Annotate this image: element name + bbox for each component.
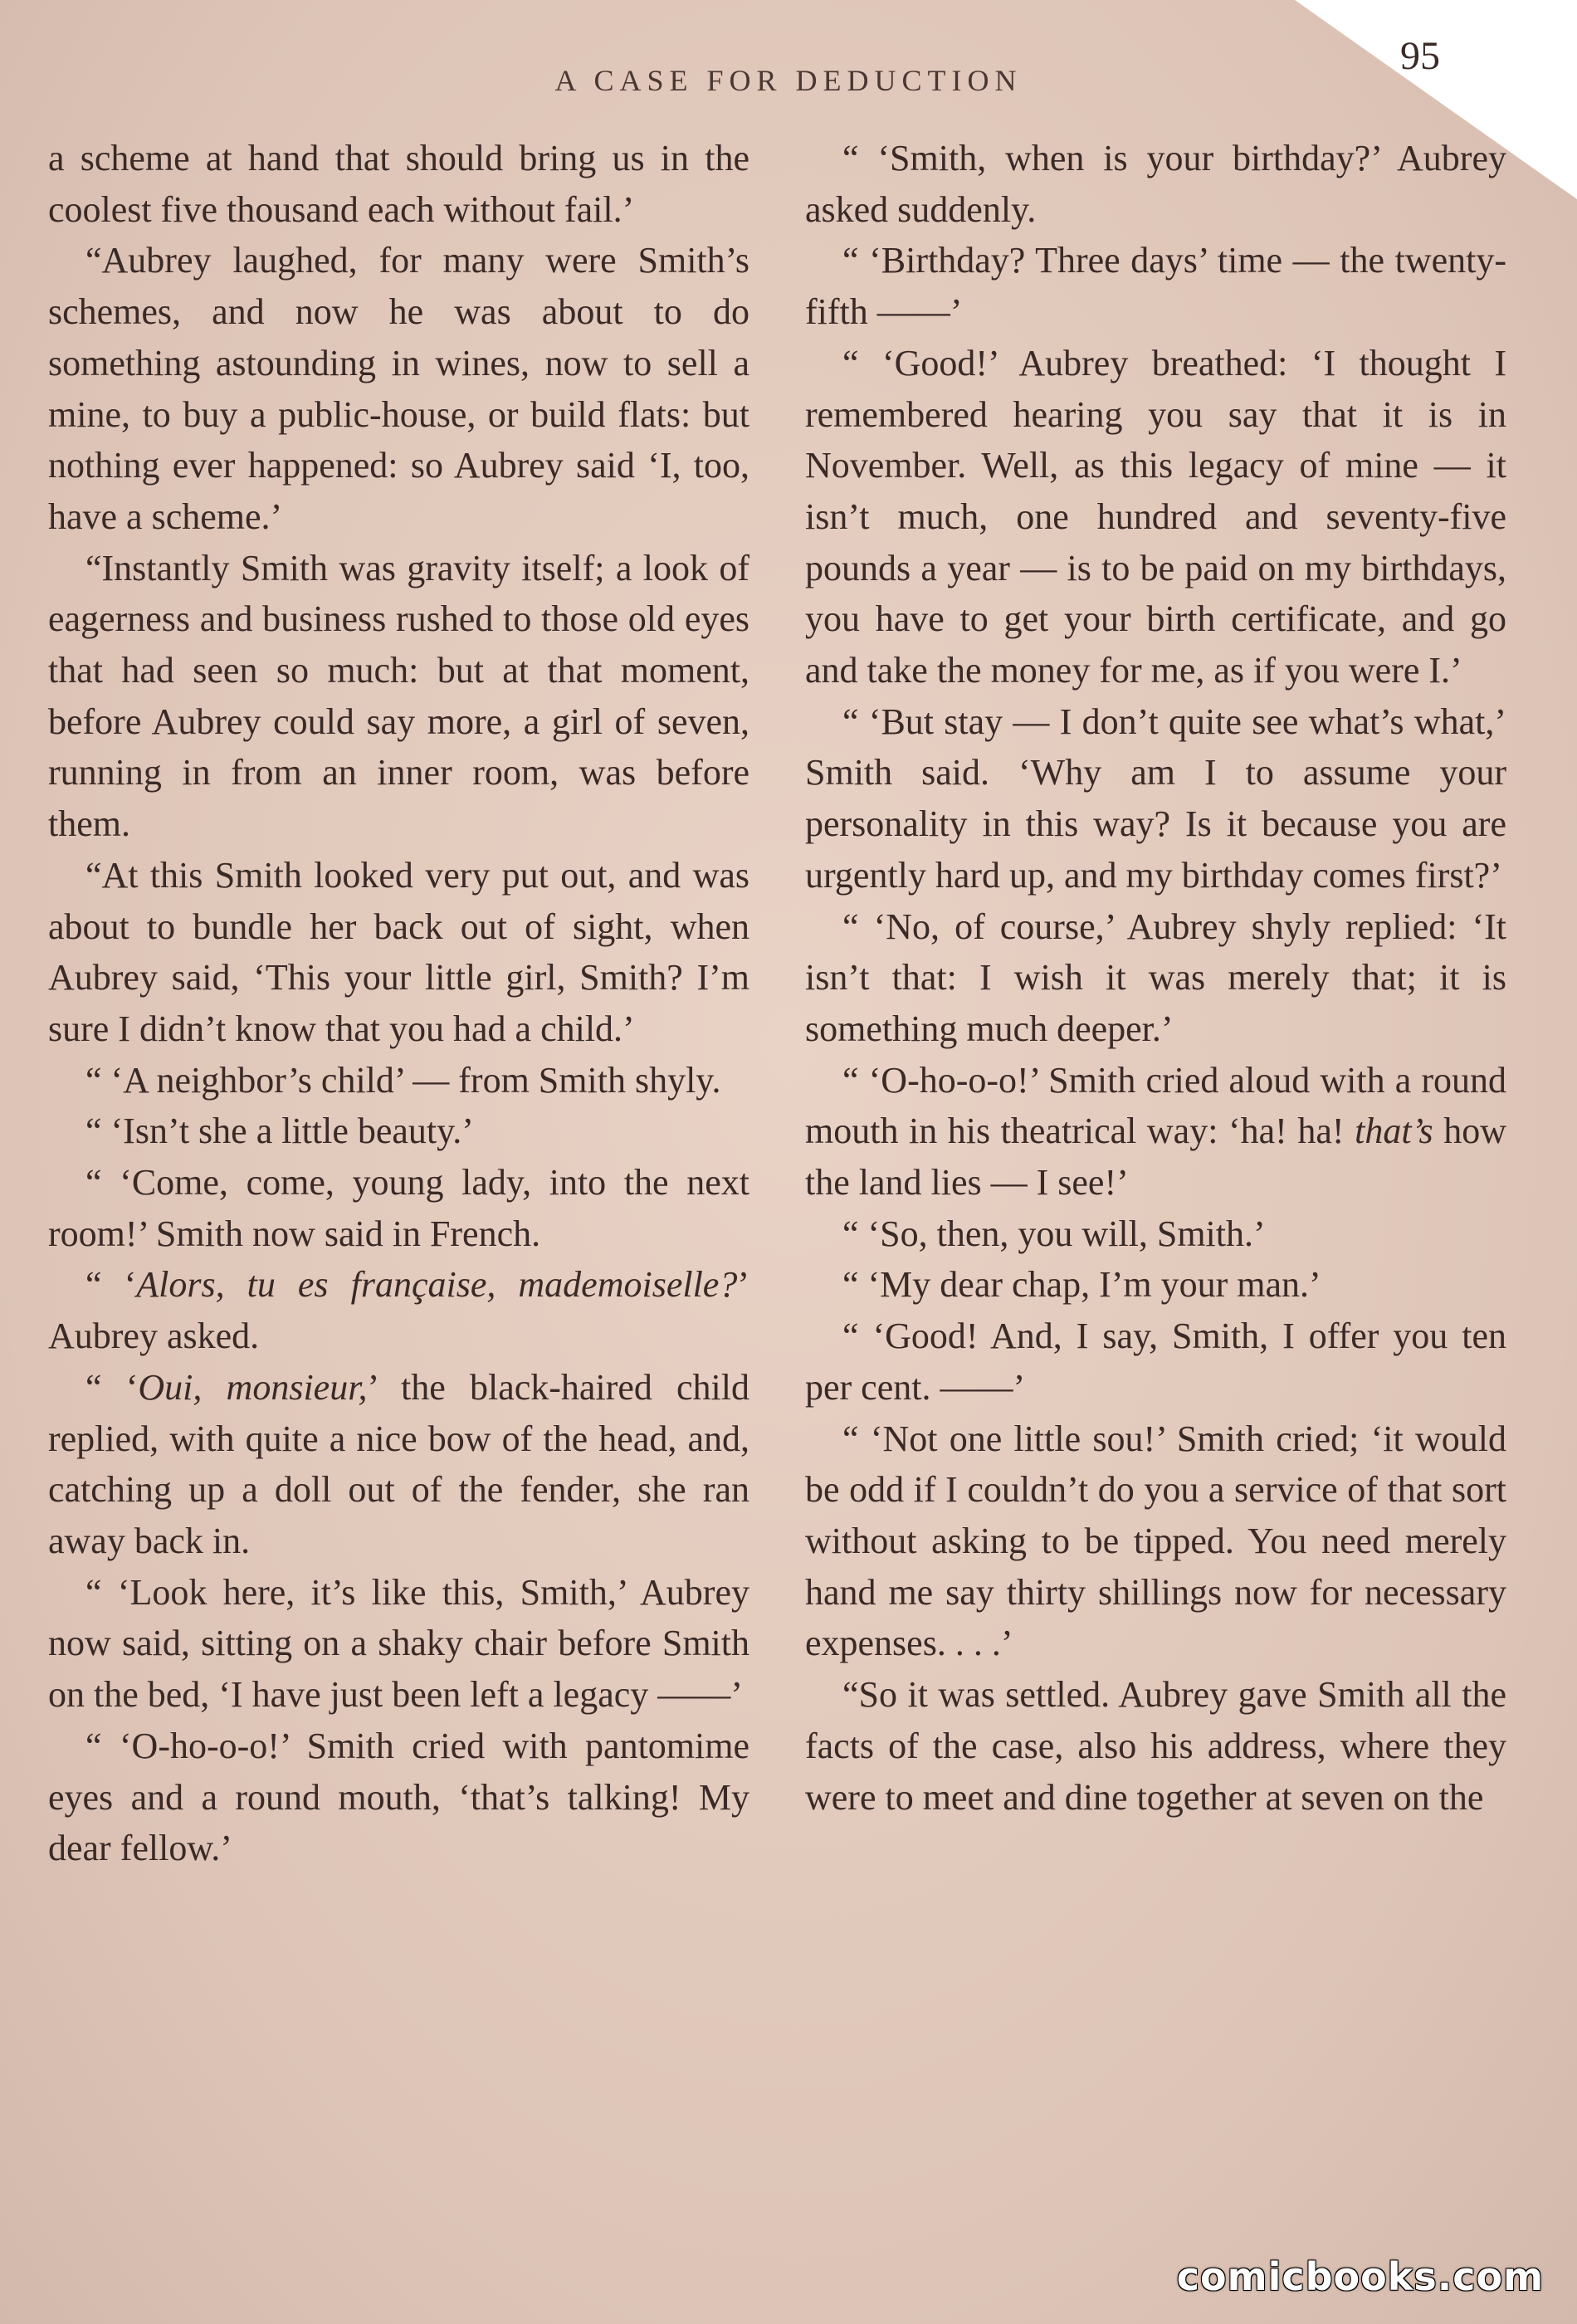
italic-text: that’s — [1355, 1111, 1433, 1152]
text-run: how the land lies — I see!’ — [805, 1111, 1506, 1204]
right-column — [805, 133, 1506, 1823]
paragraph — [48, 1259, 749, 1361]
paragraph: “ ‘Isn’t she a little beauty.’ — [85, 1111, 474, 1152]
paragraph: “ ‘No, of course,’ Aubrey shyly replied: ‘It isn’t that: I wish it was merely that; it is something much deeper.’ — [805, 906, 1506, 1049]
paragraph: “At this Smith looked very put out, and was about to bundle her back out of sight, when Aubrey said, ‘This your little girl, Smith? I’m sure I didn’t know that you had a child.’ — [48, 854, 749, 1049]
paragraph: “ ‘Birthday? Three days’ time — the twenty-fifth ——’ — [805, 240, 1506, 333]
paragraph: “ ‘Good!’ Aubrey breathed: ‘I thought I remembered hearing you say that it is in November. Well, as this legacy of mine — it isn’t much, one hundred and seventy-five pounds a year — is to be paid on my birthdays, you have to get your birth certificate, and go and take the money for me, as if you were I.’ — [805, 342, 1506, 691]
paragraph: “ ‘But stay — I don’t quite see what’s what,’ Smith said. ‘Why am I to assume your personality in this way? Is it because you are urgently hard up, and my birthday comes first?’ — [805, 701, 1506, 896]
paragraph — [805, 1055, 1506, 1208]
page-number: 95 — [1400, 34, 1440, 78]
italic-text: Alors, tu es française, mademoiselle? — [136, 1264, 738, 1306]
paragraph: “ ‘Good! And, I say, Smith, I offer you ten per cent. ——’ — [805, 1316, 1506, 1408]
paragraph: “Aubrey laughed, for many were Smith’s schemes, and now he was about to do something astounding in wines, now to sell a mine, to buy a public-house, or build flats: but nothing ever happened: so Aubrey said ‘I, too, have a scheme.’ — [48, 240, 749, 537]
paragraph: “So it was settled. Aubrey gave Smith all the facts of the case, also his address, where they were to meet and dine together at seven on the — [805, 1674, 1506, 1818]
running-title: A CASE FOR DEDUCTION — [554, 64, 1023, 97]
text-run: “ ‘ — [85, 1264, 137, 1306]
paragraph: “ ‘So, then, you will, Smith.’ — [842, 1213, 1266, 1254]
paragraph: “ ‘Come, come, young lady, into the next room!’ Smith now said in French. — [48, 1162, 749, 1254]
paragraph: a scheme at hand that should bring us in the coolest five thousand each without fail.’ — [48, 138, 749, 230]
text-run: ’ the black-haired child replied, with quite a nice bow of the head, and, catching up a doll out of the fender, she ran away back in. — [48, 1366, 750, 1561]
paragraph: “ ‘Not one little sou!’ Smith cried; ‘it would be odd if I couldn’t do you a service of that sort without asking to be tipped. You need merely hand me say thirty shillings now for necessary expenses. . . .’ — [805, 1418, 1506, 1664]
watermark-logo: comicbooks.com — [1176, 2254, 1544, 2299]
paragraph: “ ‘My dear chap, I’m your man.’ — [842, 1264, 1321, 1306]
paragraph: “Instantly Smith was gravity itself; a look of eagerness and business rushed to those old eyes that had seen so much: but at that moment, before Aubrey could say more, a girl of seven, running in from an inner room, was before them. — [48, 547, 749, 845]
paragraph — [48, 1362, 749, 1567]
text-run: “ ‘ — [85, 1366, 139, 1408]
italic-text: Oui, monsieur, — [138, 1366, 368, 1408]
paragraph: “ ‘Smith, when is your birthday?’ Aubrey asked suddenly. — [805, 138, 1506, 230]
paragraph: “ ‘Look here, it’s like this, Smith,’ Aubrey now said, sitting on a shaky chair before Smith on the bed, ‘I have just been left a legacy ——’ — [48, 1571, 749, 1716]
paragraph: “ ‘A neighbor’s child’ — from Smith shyly. — [85, 1059, 721, 1101]
text-run: “ ‘O-ho-o-o!’ Smith cried aloud with a round mouth in his theatrical way: ‘ha! ha! — [805, 1059, 1506, 1152]
paragraph: “ ‘O-ho-o-o!’ Smith cried with pantomime eyes and a round mouth, ‘that’s talking! My dear fellow.’ — [48, 1725, 749, 1869]
left-column — [48, 133, 749, 1874]
text-run: ’ Aubrey asked. — [48, 1264, 749, 1357]
